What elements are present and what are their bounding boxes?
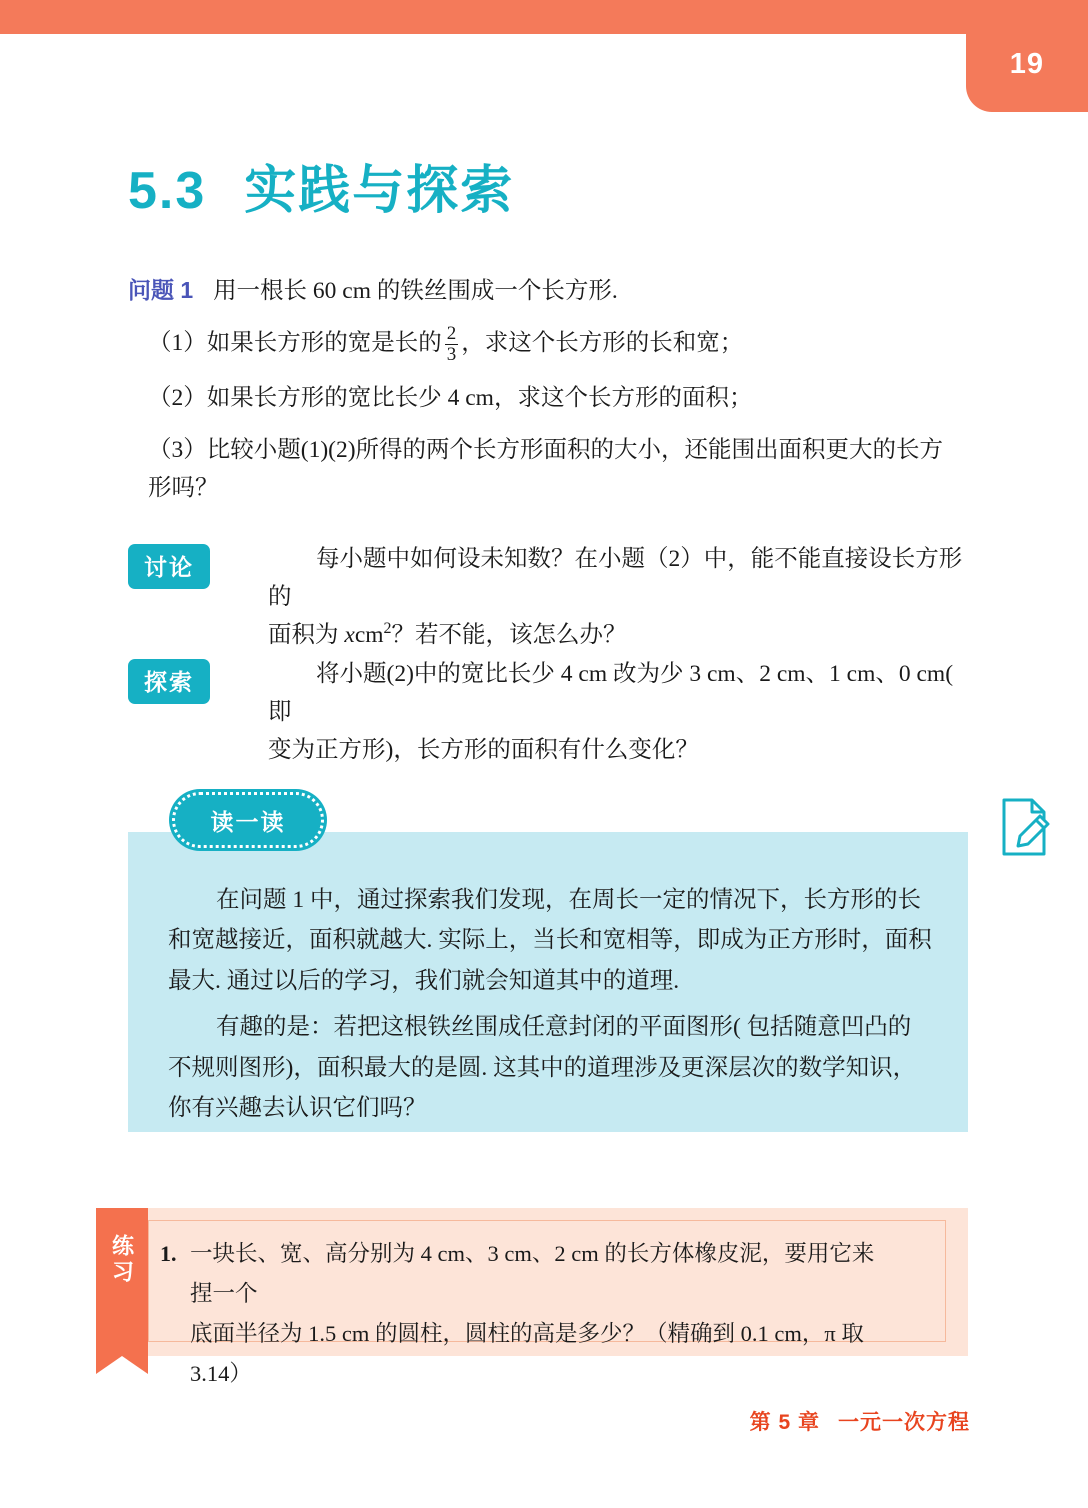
read-box-text	[168, 880, 934, 1134]
problem-block	[128, 272, 966, 518]
discuss-text	[128, 540, 968, 654]
discuss-block	[128, 540, 968, 654]
variable-x: x	[344, 622, 355, 649]
problem-stem: 用一根长 60 cm 的铁丝围成一个长方形.	[213, 278, 618, 304]
section-number: 5.3	[128, 162, 207, 220]
discuss-tag-wrap	[128, 544, 210, 589]
explore-line-1: 将小题(2)中的宽比长少 4 cm 改为少 3 cm、2 cm、1 cm、0 cm( 即	[268, 661, 954, 726]
unit-cm: cm	[354, 622, 384, 649]
exercise-item	[160, 1234, 890, 1394]
exponent-2: 2	[383, 620, 392, 638]
explore-block	[128, 655, 968, 769]
discuss-line-1: 每小题中如何设未知数？在小题（2）中，能不能直接设长方形的	[268, 546, 963, 611]
problem-label: 问题 1	[128, 277, 194, 303]
page-number: 19	[1009, 48, 1044, 80]
exercise-line-2: 底面半径为 1.5 cm 的圆柱，圆柱的高是多少？（精确到 0.1 cm，π 取 3.14）	[190, 1321, 864, 1387]
footer-topic: 一元一次方程	[838, 1411, 970, 1434]
discuss-line-2	[268, 616, 968, 654]
read-paragraph-2: 有趣的是：若把这根铁丝围成任意封闭的平面图形( 包括随意凹凸的不规则图形)，面积最大的是圆. 这其中的道理涉及更深层次的数学知识，你有兴趣去认识它们吗？	[168, 1014, 917, 1122]
section-title-text: 实践与探索	[244, 162, 515, 220]
note-pencil-icon	[996, 796, 1052, 858]
exercise-ribbon	[96, 1208, 148, 1356]
explore-tag: 探索	[128, 659, 210, 704]
problem-stem-line	[128, 272, 966, 310]
footer	[750, 1406, 970, 1436]
top-decoration-bar	[0, 0, 1088, 34]
fraction-numerator: 2	[446, 323, 457, 345]
discuss-line-2-b: ？若不能，该怎么办？	[391, 622, 627, 649]
exercise-line-1: 一块长、宽、高分别为 4 cm、3 cm、2 cm 的长方体橡皮泥，要用它来捏一个	[190, 1241, 875, 1307]
explore-line-2: 变为正方形)，长方形的面积有什么变化？	[268, 737, 699, 764]
read-box	[128, 832, 968, 1132]
explore-tag-wrap	[128, 659, 210, 704]
exercise-panel	[128, 1208, 968, 1387]
exercise-ribbon-label: 练习	[109, 1234, 135, 1286]
page-title	[128, 148, 514, 223]
problem-item-2: （2）如果长方形的宽比长少 4 cm，求这个长方形的面积；	[148, 384, 753, 411]
footer-chapter: 第 5 章	[749, 1411, 820, 1434]
fraction-denominator: 3	[446, 344, 457, 365]
exercise-section	[96, 1208, 968, 1387]
exercise-item-number: 1.	[160, 1241, 177, 1266]
fraction-two-thirds	[445, 324, 459, 365]
explore-text	[128, 655, 973, 769]
discuss-tag: 讨论	[128, 544, 210, 589]
read-tag: 读一读	[172, 792, 324, 848]
discuss-line-2-a: 面积为	[268, 622, 339, 649]
problem-item-1	[128, 324, 966, 365]
problem-item-1-pre: （1）如果长方形的宽是长的	[148, 330, 442, 357]
problem-item-3: （3）比较小题(1)(2)所得的两个长方形面积的大小，还能围出面积更大的长方形吗？	[148, 437, 944, 502]
problem-item-1-post: ，求这个长方形的长和宽；	[461, 330, 744, 357]
read-paragraph-1: 在问题 1 中，通过探索我们发现，在周长一定的情况下，长方形的长和宽越接近，面积就越大. 实际上，当长和宽相等，即成为正方形时，面积最大. 通过以后的学习，我们就会知道其中的道理.	[168, 887, 932, 994]
